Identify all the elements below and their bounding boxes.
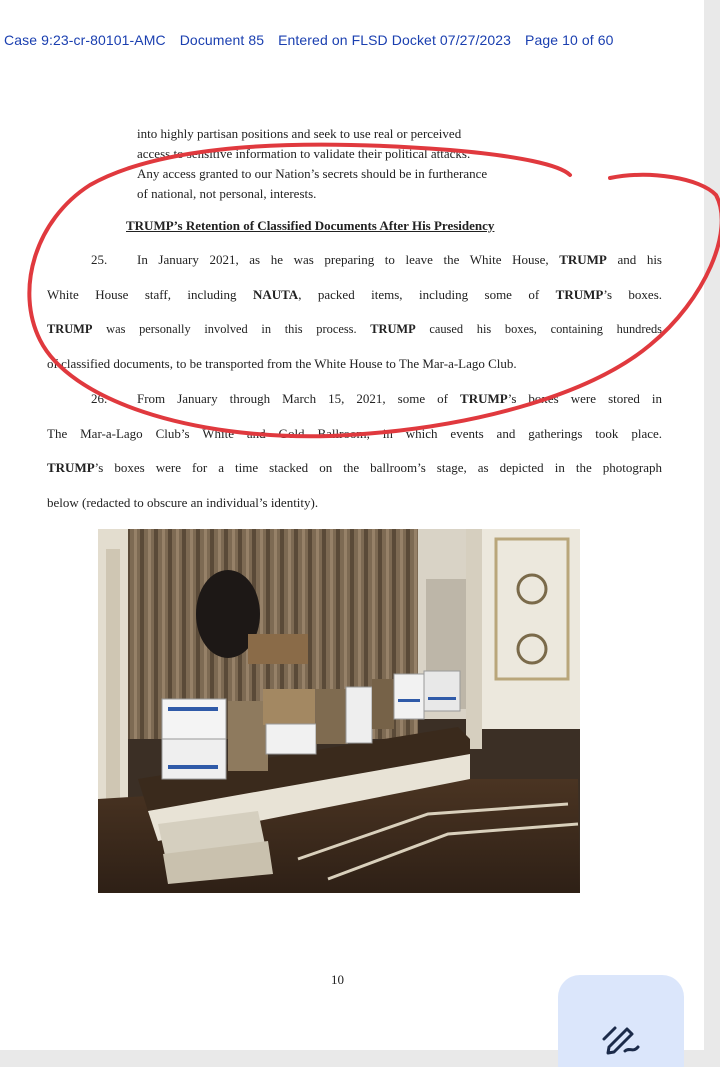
ballroom-photo-illustration xyxy=(98,529,580,893)
text-run: White House staff, including xyxy=(47,286,253,302)
paragraph-26 xyxy=(47,382,662,520)
bold-name: TRUMP xyxy=(460,391,508,406)
document-number: Document 85 xyxy=(179,32,265,48)
quote-line-4: of national, not personal, interests. xyxy=(137,186,317,201)
text-run: The Mar-a-Lago Club’s White and Gold Ballroom, in which events and gatherings took place. xyxy=(47,425,662,441)
text-run: ’s boxes were for a time stacked on the ballroom’s stage, as depicted in the photograph xyxy=(94,460,662,475)
text-run: , packed items, including some of xyxy=(298,286,556,302)
text-run: In January 2021, as he was preparing to leave the White House, xyxy=(137,252,560,267)
viewer-right-gutter xyxy=(704,0,720,1067)
text-run: below (redacted to obscure an individual’s identity). xyxy=(47,494,319,510)
section-heading: TRUMP’s Retention of Classified Documents After His Presidency xyxy=(126,218,495,233)
paragraph-25 xyxy=(47,243,662,381)
bold-name: TRUMP xyxy=(559,252,607,267)
quote-line-1: into highly partisan positions and seek to use real or perceived xyxy=(137,126,462,141)
bold-name: TRUMP xyxy=(47,322,93,336)
pen-edit-icon xyxy=(601,1017,641,1057)
bold-name: NAUTA xyxy=(252,286,299,302)
text-run: and his xyxy=(606,252,662,267)
text-run: of classified documents, to be transported from the White House to The Mar-a-Lago Club. xyxy=(47,355,517,371)
bold-name: TRUMP xyxy=(555,286,604,302)
docket-header xyxy=(4,32,624,48)
annotate-fab-button[interactable] xyxy=(558,975,684,1067)
ballroom-photograph xyxy=(98,529,580,893)
bold-name: TRUMP xyxy=(47,460,95,475)
text-run: caused his boxes, containing hundreds xyxy=(415,322,662,336)
case-number: Case 9:23-cr-80101-AMC xyxy=(4,32,166,48)
text-run: From January through March 15, 2021, some of xyxy=(137,391,461,406)
quote-line-3: Any access granted to our Nation’s secrets should be in furtherance xyxy=(137,166,488,181)
text-run: ’s boxes. xyxy=(603,286,663,302)
bold-name: TRUMP xyxy=(370,322,416,336)
page-number: 10 xyxy=(331,972,344,987)
paragraph-number: 26. xyxy=(91,391,108,406)
text-run: was personally involved in this process. xyxy=(92,322,371,336)
docket-entry: Entered on FLSD Docket 07/27/2023 xyxy=(278,32,511,48)
paragraph-number: 25. xyxy=(91,252,108,267)
page-indicator: Page 10 of 60 xyxy=(525,32,614,48)
quote-line-2: access to sensitive information to validate their political attacks. xyxy=(137,146,471,161)
text-run: ’s boxes were stored in xyxy=(507,391,662,406)
